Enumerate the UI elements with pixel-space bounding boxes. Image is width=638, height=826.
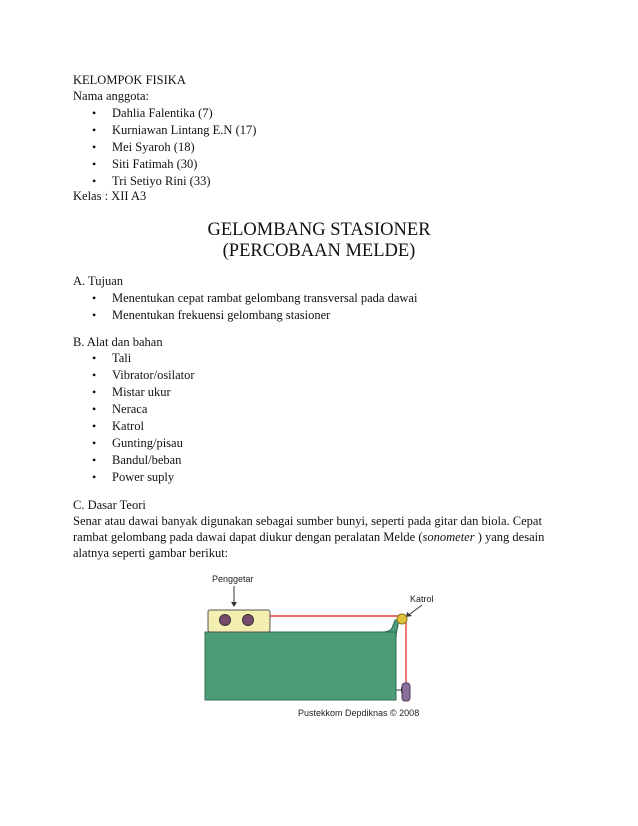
bullet-icon: • (92, 106, 97, 120)
bullet-icon: • (92, 123, 97, 137)
members-label: Nama anggota: (73, 89, 150, 103)
arrow-pulley (410, 605, 422, 614)
material-item: • Bandul/beban (92, 453, 182, 467)
title-line-1: GELOMBANG STASIONER (207, 220, 431, 240)
member-item: • Kurniawan Lintang E.N (17) (92, 123, 257, 137)
bullet-icon: • (92, 174, 97, 188)
bullet-icon: • (92, 308, 97, 322)
vibrator-knob-icon (220, 615, 231, 626)
bullet-icon: • (92, 351, 97, 365)
bullet-icon: • (92, 402, 97, 416)
section-c-heading: C. Dasar Teori (73, 498, 146, 512)
section-a-heading: A. Tujuan (73, 274, 124, 288)
bullet-icon: • (92, 436, 97, 450)
melde-apparatus-figure (200, 568, 450, 720)
label-pulley: Katrol (410, 594, 434, 604)
class-label: Kelas : XII A3 (73, 189, 147, 203)
material-item: • Tali (92, 351, 132, 365)
bullet-icon: • (92, 157, 97, 171)
group-name: KELOMPOK FISIKA (73, 73, 186, 87)
objective-item: • Menentukan frekuensi gelombang stasioner (92, 308, 331, 322)
bullet-icon: • (92, 291, 97, 305)
label-vibrator: Penggetar (212, 574, 254, 584)
arrow-head-icon (231, 602, 237, 607)
material-item: • Mistar ukur (92, 385, 171, 399)
member-item: • Tri Setiyo Rini (33) (92, 174, 211, 188)
member-item: • Dahlia Falentika (7) (92, 106, 213, 120)
sonometer-term: sonometer (422, 530, 475, 544)
member-item: • Siti Fatimah (30) (92, 157, 198, 171)
pulley-icon (397, 614, 407, 624)
bullet-icon: • (92, 419, 97, 433)
theory-paragraph-line-3: alatnya seperti gambar berikut: (73, 546, 229, 560)
figure-credit: Pustekkom Depdiknas © 2008 (298, 708, 420, 718)
bullet-icon: • (92, 470, 97, 484)
hanging-weight-icon (402, 683, 410, 701)
objective-item: • Menentukan cepat rambat gelombang transversal pada dawai (92, 291, 418, 305)
material-item: • Gunting/pisau (92, 436, 183, 450)
bullet-icon: • (92, 368, 97, 382)
title-line-2: (PERCOBAAN MELDE) (222, 241, 416, 261)
section-b-heading: B. Alat dan bahan (73, 335, 163, 349)
bullet-icon: • (92, 385, 97, 399)
theory-paragraph-line-1: Senar atau dawai banyak digunakan sebagai sumber bunyi, seperti pada gitar dan biola. Cepat (73, 514, 542, 528)
bullet-icon: • (92, 453, 97, 467)
bullet-icon: • (92, 140, 97, 154)
material-item: • Power suply (92, 470, 175, 484)
material-item: • Vibrator/osilator (92, 368, 195, 382)
theory-paragraph-line-2: rambat gelombang pada dawai dapat diukur dengan peralatan Melde (sonometer ) yang desain (73, 530, 545, 544)
material-item: • Katrol (92, 419, 144, 433)
base-body (205, 632, 396, 700)
material-item: • Neraca (92, 402, 148, 416)
vibrator-knob-icon (243, 615, 254, 626)
vibrator-box (208, 610, 270, 632)
member-item: • Mei Syaroh (18) (92, 140, 195, 154)
